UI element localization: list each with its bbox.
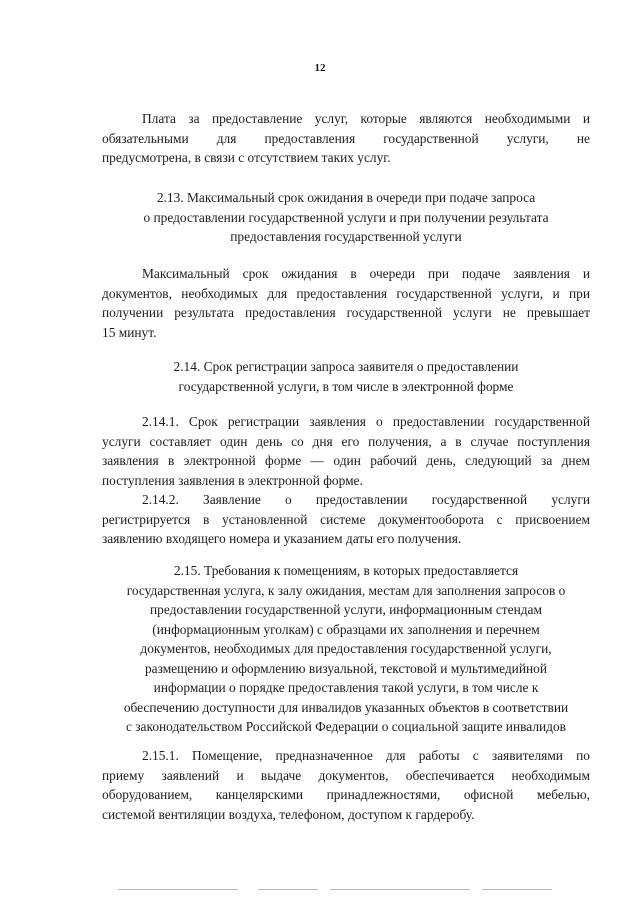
heading-line: государственная услуга, к залу ожидания, местам для заполнения запросов о — [126, 582, 566, 598]
heading-line: информации о порядке предоставления такой услуги, в том числе к — [153, 680, 539, 695]
scan-artifact — [258, 889, 318, 890]
text-line: документов, необходимых для предоставления государственной услуги, и при — [102, 285, 590, 301]
paragraph-2-13 — [102, 264, 590, 342]
heading-line: (информационным уголкам) с образцами их заполнения и перечнем — [152, 621, 540, 637]
heading-line: 2.14. Срок регистрации запроса заявителя о предоставлении — [173, 359, 519, 374]
page-number: 12 — [314, 62, 326, 74]
heading-line: 2.13. Максимальный срок ожидания в очереди при подаче запроса — [156, 190, 536, 205]
text-line: системой вентиляции воздуха, телефоном, доступом к гардеробу. — [102, 806, 475, 822]
text-line: 15 минут. — [102, 324, 157, 340]
heading-line: 2.15. Требования к помещениям, в которых предоставляется — [173, 563, 519, 578]
paragraph-2-14-2 — [102, 490, 590, 549]
text-line: 2.14.1. Срок регистрации заявления о предоставлении государственной — [142, 414, 590, 429]
text-line: оборудованием, канцелярскими принадлежностями, офисной мебелью, — [102, 787, 590, 802]
heading-line: обеспечению доступности для инвалидов указанных объектов в соответствии — [123, 699, 569, 715]
text-line: 2.14.2. Заявление о предоставлении государственной услуги — [142, 492, 590, 507]
heading-2-15 — [102, 561, 590, 737]
heading-2-13 — [102, 188, 590, 247]
scan-artifact — [118, 889, 238, 890]
heading-line: с законодательством Российской Федерации о социальной защите инвалидов — [125, 719, 567, 734]
heading-line: размещению и оформлению визуальной, текстовой и мультимедийной — [144, 660, 548, 676]
heading-2-14 — [102, 357, 590, 396]
text-line: заявлению входящего номера и указанием даты его получения. — [102, 531, 462, 546]
text-line: приему заявлений и выдаче документов, обеспечивается необходимым — [102, 767, 590, 783]
text-line: 2.15.1. Помещение, предназначенное для работы с заявителями по — [142, 748, 590, 763]
text-line: заявления в электронной форме — один рабочий день, следующий за днем — [102, 453, 590, 468]
heading-line: предоставлении государственной услуги, информационным стендам — [150, 602, 542, 617]
heading-line: государственной услуги, в том числе в электронной форме — [178, 378, 514, 394]
heading-line: документов, необходимых для предоставления государственной услуги, — [140, 641, 552, 656]
paragraph-2-14-1 — [102, 412, 590, 490]
text-line: получении результата предоставления государственной услуги не превышает — [102, 305, 590, 320]
text-line: Плата за предоставление услуг, которые являются необходимыми и — [142, 111, 590, 126]
text-line: обязательными для предоставления государственной услуги, не — [102, 130, 590, 146]
text-line: Максимальный срок ожидания в очереди при подаче заявления и — [142, 266, 590, 281]
text-line: регистрируется в установленной системе документооборота с присвоением — [102, 511, 590, 527]
paragraph-fee — [102, 109, 590, 168]
scan-artifact — [482, 889, 552, 890]
paragraph-2-15-1 — [102, 746, 590, 824]
heading-line: о предоставлении государственной услуги и при получении результата — [143, 209, 549, 225]
text-line: услуги составляет один день со дня его получения, а в случае поступления — [102, 433, 590, 449]
scan-artifact — [330, 889, 470, 890]
heading-line: предоставления государственной услуги — [230, 229, 462, 244]
text-line: предусмотрена, в связи с отсутствием таких услуг. — [102, 150, 391, 165]
text-line: поступления заявления в электронной форме. — [102, 472, 363, 488]
